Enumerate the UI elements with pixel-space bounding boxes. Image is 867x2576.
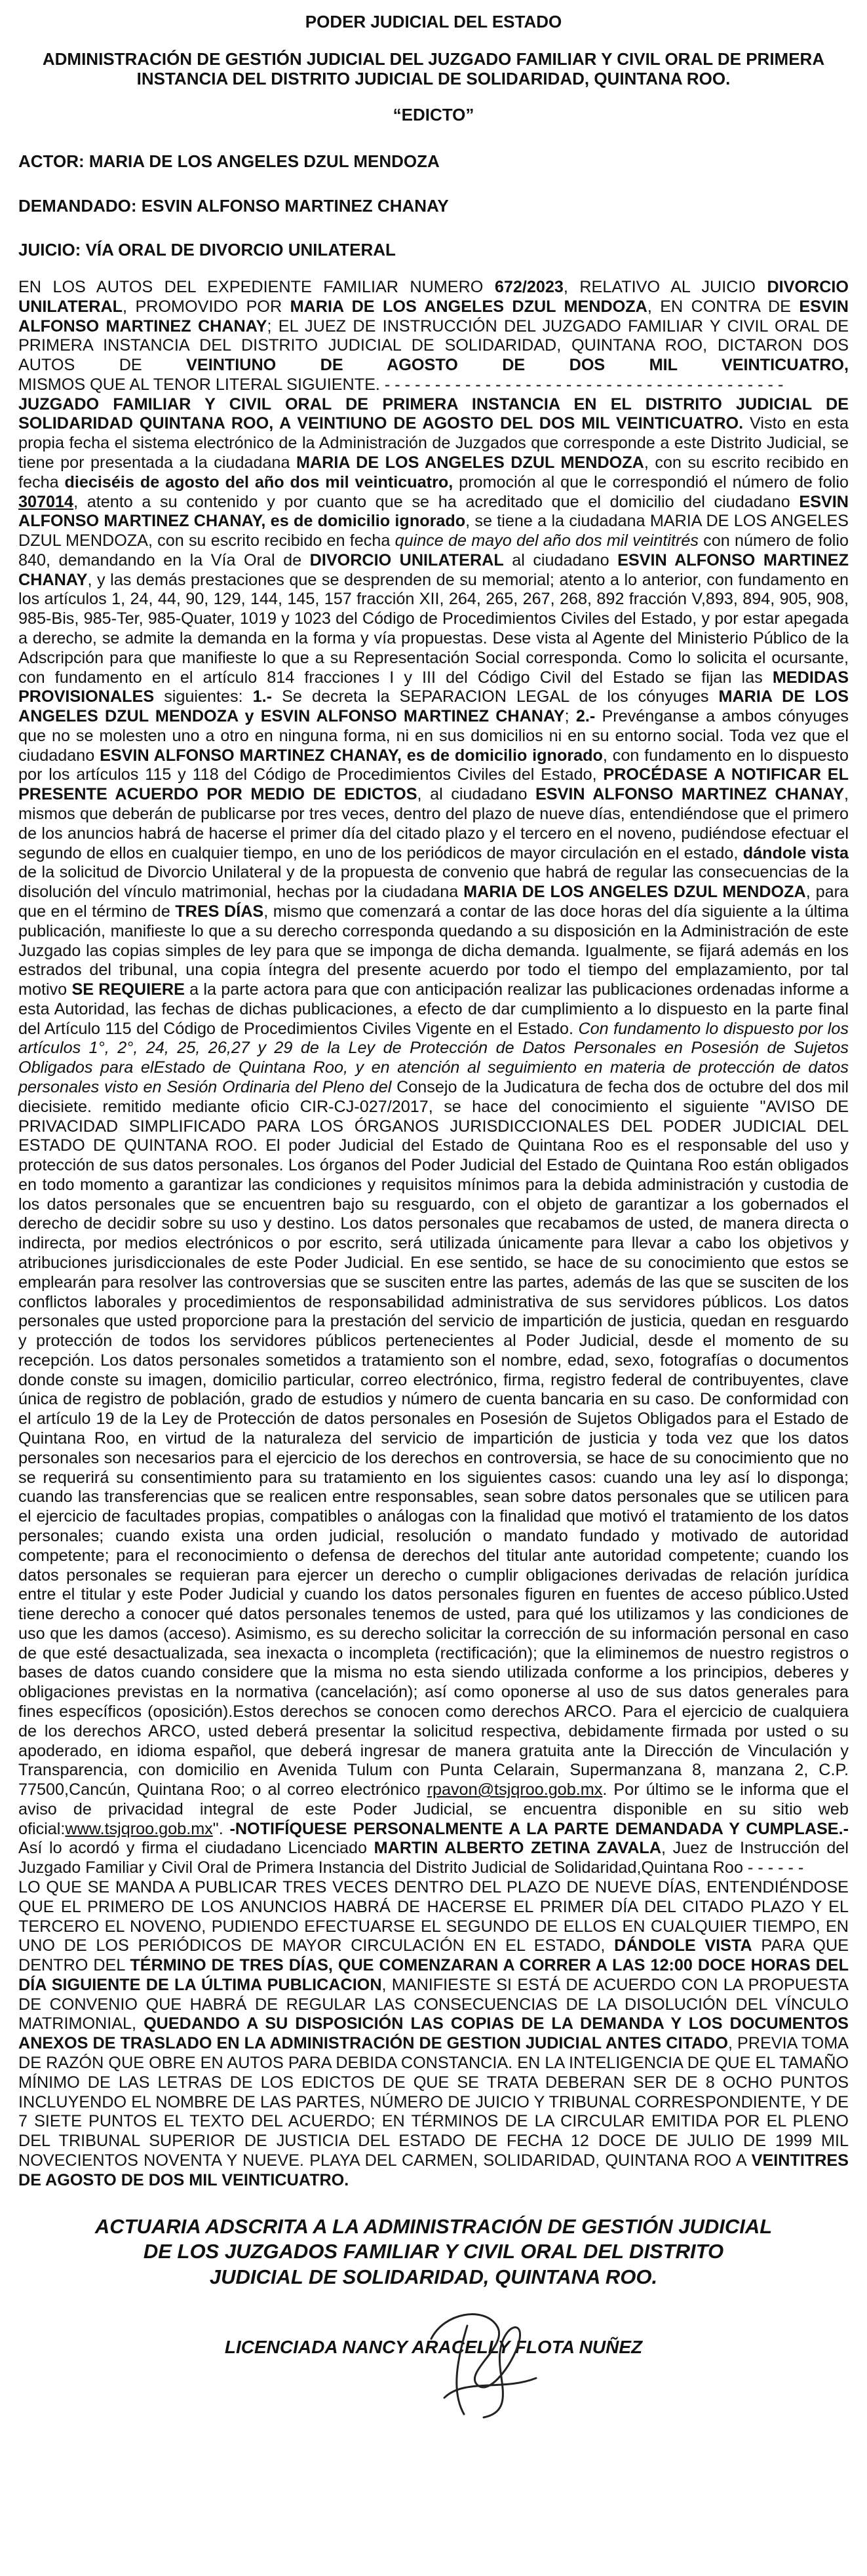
order-text: a la parte actora para que con anticipación realizar las publicaciones ordenadas informe a esta Autoridad, las fechas de dichas publicaciones, a efecto de dar cumplimiento a lo dispuesto en la parte final del Artículo 115 del Código de Procedimientos Civiles Vigente en el Estado. [18, 980, 849, 1038]
order-bold: ESVIN ALFONSO MARTINEZ CHANAY, es de domicilio ignorado [18, 492, 849, 531]
order-date: VEINTIUNO DE AGOSTO DE DOS MIL VEINTICUATRO, [186, 356, 849, 375]
order-text: , al ciudadano [417, 785, 536, 804]
order-text: ; [564, 707, 576, 726]
order-text: , mismos que deberán de publicarse por tres veces, dentro del plazo de nueve días, entendiéndose que el primero de los anuncios habrá de hacerse el primer día del citado plazo y el tercero en el noveno, pudiéndose efectuar el segundo de ellos en cualquier tiempo, en uno de los periódicos de mayor circulación en el estado, [18, 785, 849, 862]
order-italic: quince de mayo del año dos mil veintitrés [395, 531, 699, 550]
case-number: 672/2023 [494, 277, 564, 296]
publication-date: VEINTITRES DE AGOSTO DE DOS MIL VEINTICUATRO. [18, 2151, 849, 2189]
order-text: Así lo acordó y firma el ciudadano Licenciado [18, 1839, 374, 1858]
trial-type-line: JUICIO: VÍA ORAL DE DIVORCIO UNILATERAL [18, 240, 396, 260]
closing-text: , MANIFIESTE SI ESTÁ DE ACUERDO CON LA PROPUESTA DE CONVENIO QUE HABRÁ DE REGULAR LAS CONSECUENCIAS DE LA DISOLUCIÓN DEL VÍNCULO MATRIMONIAL, [18, 1975, 849, 2033]
order-text: Prevénganse a ambos cónyuges que no se molesten uno a otro en ninguna forma, ni en sus domicilios ni en su entorno social. Toda vez que el ciudadano [18, 707, 849, 765]
judge-name: MARTIN ALBERTO ZETINA ZAVALA [374, 1839, 662, 1858]
order-bold: DIVORCIO UNILATERAL [309, 550, 504, 569]
order-text: , con su escrito recibido en fecha [18, 453, 849, 491]
signatory-title-line-2: DE LOS JUZGADOS FAMILIAR Y CIVIL ORAL DEL DISTRITO [143, 2240, 724, 2263]
order-text: siguientes: [154, 687, 253, 706]
order-text: . Por último se le informa que el aviso de privacidad integral de este Poder Judicial, se encuentra disponible en su sitio web oficial: [18, 1780, 849, 1838]
signature-block [18, 2214, 849, 2358]
signatory-title-line-3: JUDICIAL DE SOLIDARIDAD, QUINTANA ROO. [209, 2265, 658, 2288]
court-order-paragraph [18, 395, 849, 1878]
intro-paragraph [18, 278, 849, 395]
order-text: , con fundamento en lo dispuesto por los artículos 115 y 118 del Código de Procedimientos Civiles del Estado, [18, 746, 849, 784]
order-bold: ESVIN ALFONSO MARTINEZ CHANAY [18, 550, 849, 589]
administration-heading: ADMINISTRACIÓN DE GESTIÓN JUDICIAL DEL JUZGADO FAMILIAR Y CIVIL ORAL DE PRIMERA INSTANCIA DEL DISTRITO JUDICIAL DE SOLIDARIDAD, QUINTANA ROO. [42, 48, 825, 89]
order-text: al ciudadano [503, 550, 618, 569]
official-website-link[interactable]: www.tsjqroo.gob.mx [65, 1819, 213, 1838]
intro-text: , PROMOVIDO POR [123, 297, 290, 316]
trial-name: DIVORCIO UNILATERAL [18, 277, 849, 316]
order-text: con número de folio 840, demandando en la Vía Oral de [18, 531, 849, 569]
folio-number: 307014 [18, 492, 74, 511]
order-bold: MARIA DE LOS ANGELES DZUL MENDOZA [296, 453, 644, 472]
closing-text: , PREVIA TOMA DE RAZÓN QUE OBRE EN AUTOS PARA DEBIDA CONSTANCIA. EN LA INTELIGENCIA DE QUE EL TAMAÑO MÍNIMO DE LAS LETRAS DE LOS EDICTOS DE QUE SE TRATA DEBERAN SER DE 8 OCHO PUNTOS INCLUYENDO EL NOMBRE DE LAS PARTES, NÚMERO DE JUICIO Y TRIBUNAL CORRESPONDIENTE, Y DE 7 SIETE PUNTOS EL TEXTO DEL ACUERDO; EN TÉRMINOS DE LA CIRCULAR EMITIDA POR EL PLENO DEL TRIBUNAL SUPERIOR DE JUSTICIA DEL ESTADO DE FECHA 12 DOCE DE JULIO DE 1999 MIL NOVECIENTOS NOVENTA Y NUEVE. PLAYA DEL CARMEN, SOLIDARIDAD, QUINTANA ROO A [18, 2034, 849, 2170]
order-text: , se tiene a la ciudadana MARIA DE LOS ANGELES DZUL MENDOZA, con su escrito recibido en fecha [18, 512, 849, 550]
handwritten-signature [405, 2299, 549, 2424]
order-bold: TRES DÍAS [175, 902, 264, 921]
order-heading: JUZGADO FAMILIAR Y CIVIL ORAL DE PRIMERA INSTANCIA EN EL DISTRITO JUDICIAL DE SOLIDARIDAD QUINTANA ROO, A VEINTIUNO DE AGOSTO DEL DOS MIL VEINTICUATRO. [18, 394, 849, 433]
intro-text: , EN CONTRA DE [647, 297, 800, 316]
order-text: ". [212, 1819, 230, 1838]
order-bold: -NOTIFÍQUESE PERSONALMENTE A LA PARTE DEMANDADA Y CUMPLASE.- [229, 1819, 849, 1838]
order-text: , Juez de Instrucción del Juzgado Familiar y Civil Oral de Primera Instancia del Distrito Judicial de Solidaridad,Quintana Roo - - - - - - [18, 1839, 849, 1877]
intro-text: , RELATIVO AL JUICIO [563, 277, 767, 296]
document-type: “EDICTO” [393, 105, 474, 125]
signatory-name: LICENCIADA NANCY ARACELLY FLOTA NUÑEZ [224, 2336, 643, 2357]
defendant-line: DEMANDADO: ESVIN ALFONSO MARTINEZ CHANAY [18, 195, 449, 216]
order-text: Visto en esta propia fecha el sistema electrónico de la Administración de Juzgados que corresponde a este Distrito Judicial, se tiene por presentada a la ciudadana [18, 414, 849, 472]
order-text: , atento a su contenido y por cuanto que se ha acreditado que el domicilio del ciudadano [73, 492, 800, 511]
closing-bold: DÁNDOLE VISTA [614, 1936, 752, 1955]
court-title: PODER JUDICIAL DEL ESTADO [305, 12, 562, 31]
defendant-name: ESVIN ALFONSO MARTINEZ CHANAY [18, 297, 849, 336]
order-bold: ESVIN ALFONSO MARTINEZ CHANAY, es de domicilio ignorado [100, 746, 603, 765]
order-text: Se decreta la SEPARACION LEGAL de los cónyuges [272, 687, 719, 706]
order-bold: PROCÉDASE A NOTIFICAR EL PRESENTE ACUERDO POR MEDIO DE EDICTOS [18, 765, 849, 804]
closing-text: LO QUE SE MANDA A PUBLICAR TRES VECES DENTRO DEL PLAZO DE NUEVE DÍAS, ENTENDIÉNDOSE QUE EL PRIMERO DE LOS ANUNCIOS HABRÁ DE HACERSE EL PRIMER DÍA DEL CITADO PLAZO Y EL TERCERO EL NOVENO, PUDIENDO EFECTUARSE EL SEGUNDO DE ELLOS EN CUALQUIER TIEMPO, EN UNO DE LOS PERIÓDICOS DE MAYOR CIRCULACIÓN EN EL ESTADO, [18, 1878, 849, 1955]
signatory-title-line-1: ACTUARIA ADSCRITA A LA ADMINISTRACIÓN DE GESTIÓN JUDICIAL [94, 2214, 773, 2238]
order-bold: dieciséis de agosto del año dos mil veinticuatro, [64, 472, 453, 491]
order-bold: MARIA DE LOS ANGELES DZUL MENDOZA y ESVIN ALFONSO MARTINEZ CHANAY [18, 687, 849, 726]
closing-bold: TÉRMINO DE TRES DÍAS, QUE COMENZARAN A CORRER A LAS 12:00 DOCE HORAS DEL DÍA SIGUIENTE DE LA ÚLTIMA PUBLICACION [18, 1956, 849, 1994]
intro-text: MISMOS QUE AL TENOR LITERAL SIGUIENTE. - - - - - - - - - - - - - - - - - - - - - - - - - - - - - - - - - - - - - - - - [18, 375, 784, 394]
contact-email-link[interactable]: rpavon@tsjqroo.gob.mx [427, 1780, 603, 1799]
order-bold: MARIA DE LOS ANGELES DZUL MENDOZA [463, 883, 806, 902]
order-bold: ESVIN ALFONSO MARTINEZ CHANAY [535, 785, 844, 804]
order-bold: 1.- [252, 687, 273, 706]
order-italic: Con fundamento lo dispuesto por los artículos 1°, 2°, 24, 25, 26,27 y 29 de la Ley de Protección de Datos Personales en Posesión de Sujetos Obligados para elEstado de Quintana Roo, y en atención al seguimiento en materia de protección de datos personales visto en Sesión Ordinaria del Pleno del [18, 1019, 849, 1096]
order-text: , para que en el término de [18, 883, 849, 921]
order-bold: dándole vista [742, 843, 849, 862]
order-bold: MEDIDAS PROVISIONALES [18, 668, 849, 706]
intro-text: EN LOS AUTOS DEL EXPEDIENTE FAMILIAR NUMERO [18, 277, 495, 296]
privacy-notice-text: Consejo de la Judicatura de fecha dos de octubre del dos mil diecisiete. remitido mediante oficio CIR-CJ-027/2017, se hace del conocimiento el siguiente "AVISO DE PRIVACIDAD SIMPLIFICADO PARA LOS ÓRGANOS JURISDICCIONALES DEL PODER JUDICIAL DEL ESTADO DE QUINTANA ROO. El poder Judicial del Estado de Quintana Roo es el responsable del uso y protección de sus datos personales. Los órganos del Poder Judicial del Estado de Quintana Roo están obligados en todo momento a garantizar las condiciones y requisitos mínimos para la debida administración y custodia de los datos personales que se encuentren bajo su resguardo, con el objeto de garantizar a los gobernados el derecho de decidir sobre su uso y destino. Los datos personales que recabamos de usted, de manera directa o indirecta, por medios electrónicos o por escrito, será utilizada únicamente para llevar a cabo los objetivos y atribuciones jurisdiccionales de este Poder Judicial. En ese sentido, se hace de su conocimiento que estos se emplearán para resolver las controversias que se susciten entre las partes, además de las que se susciten de los conflictos laborales y procedimientos de responsabilidad administrativa de sus servidores públicos. Los datos personales que usted proporcione para la prestación del servicio de impartición de justicia, quedan en resguardo y protección de todos los servidores públicos pertenecientes al Poder Judicial, desde el momento de su recepción. Los datos personales sometidos a tratamiento son el nombre, edad, sexo, fotografías o documentos donde conste su imagen, domicilio particular, correo electrónico, firma, registro federal de contribuyentes, clave única de registro de población, grado de estudios y número de cuenta bancaria en su caso. De conformidad con el artículo 19 de la Ley de Protección de datos personales en Posesión de Sujetos Obligados para el Estado de Quintana Roo, en virtud de la naturaleza del servicio de impartición de justicia y toda vez que los datos personales son necesarios para el ejercicio de los derechos en controversia, se hace de su conocimiento que no se requerirá su consentimiento para su tratamiento en los siguientes casos: cuando una ley así lo disponga; cuando las transferencias que se realicen entre responsables, sean sobre datos personales que se utilicen para el ejercicio de facultades propias, compatibles o análogas con la finalidad que motivó el tratamiento de los datos personales; cuando exista una orden judicial, resolución o mandato fundado y motivado de autoridad competente; para el reconocimiento o defensa de derechos del titular ante autoridad competente; cuando los datos personales se requieran para ejercer un derecho o cumplir obligaciones derivadas de relación jurídica entre el titular y este Poder Judicial y cuando los datos personales figuren en fuentes de acceso público.Usted tiene derecho a conocer qué datos personales tenemos de usted, para qué los utilizamos y las condiciones de uso que les damos (acceso). Asimismo, es su derecho solicitar la corrección de su información personal en caso de que esté desactualizada, sea inexacta o incompleta (rectificación); que la eliminemos de nuestro registros o bases de datos cuando considere que la misma no esta siendo utilizada conforme a los principios, deberes y obligaciones previstas en la normativa (cancelación); así como oponerse al uso de sus datos generales para fines específicos (oposición).Estos derechos se conocen como derechos ARCO. Para el ejercicio de cualquiera de los derechos ARCO, usted deberá presentar la solicitud respectiva, debidamente firmada por usted o su apoderado, en idioma español, que deberá ingresar de manera gratuita ante la Dirección de Vinculación y Transparencia, con domicilio en Avenida Tulum con Punta Celarain, Supermanzana 8, manzana 2, C.P. 77500,Cancún, Quintana Roo; o al correo electrónico [18, 1077, 849, 1799]
order-text: , mismo que comenzará a contar de las doce horas del día siguiente a la última publicación, manifieste lo que a su derecho corresponda quedando a su disposición en la Administración de este Juzgado las copias simples de ley para que se imponga de dicha demanda. Igualmente, se fijará además en los estrados del tribunal, una copia íntegra del presente acuerdo por todo el tiempo del emplazamiento, por tal motivo [18, 902, 849, 999]
order-bold: 2.- [575, 707, 596, 726]
closing-paragraph [18, 1878, 849, 2191]
actor-line: ACTOR: MARIA DE LOS ANGELES DZUL MENDOZA [18, 151, 440, 171]
order-text: de la solicitud de Divorcio Unilateral y de la propuesta de convenio que habrá de regular las consecuencias de la disolución del vínculo matrimonial, hechas por la ciudadana [18, 863, 849, 902]
order-bold: SE REQUIERE [71, 980, 185, 999]
intro-text: ; EL JUEZ DE INSTRUCCIÓN DEL JUZGADO FAMILIAR Y CIVIL ORAL DE PRIMERA INSTANCIA DEL DISTRITO JUDICIAL DE SOLIDARIDAD, QUINTANA ROO, DICTARON DOS AUTOS DE [18, 317, 849, 375]
order-text: promoción al que le correspondió el número de folio [453, 472, 849, 491]
actor-name: MARIA DE LOS ANGELES DZUL MENDOZA [290, 297, 647, 316]
order-text: , y las demás prestaciones que se desprenden de su memorial; atento a lo anterior, con fundamento en los artículos 1, 24, 44, 90, 129, 144, 145, 157 fracción XII, 264, 265, 267, 268, 892 fracción V,893, 894, 905, 908, 985-Bis, 985-Ter, 985-Quater, 1019 y 1023 del Código de Procedimientos Civiles del Estado, y por estar apegada a derecho, se admite la demanda en la forma y vía propuestas. Dese vista al Agente del Ministerio Público de la Adscripción para que manifieste lo que a su Representación Social corresponda. Como lo solicita el ocursante, con fundamento en el artículo 814 fracciones I y III del Código Civil del Estado se fijan las [18, 570, 849, 687]
closing-text: PARA QUE DENTRO DEL [18, 1936, 849, 1975]
closing-bold: QUEDANDO A SU DISPOSICIÓN LAS COPIAS DE LA DEMANDA Y LOS DOCUMENTOS ANEXOS DE TRASLADO EN LA ADMINISTRACIÓN DE GESTION JUDICIAL ANTES CITADO [18, 2014, 849, 2053]
